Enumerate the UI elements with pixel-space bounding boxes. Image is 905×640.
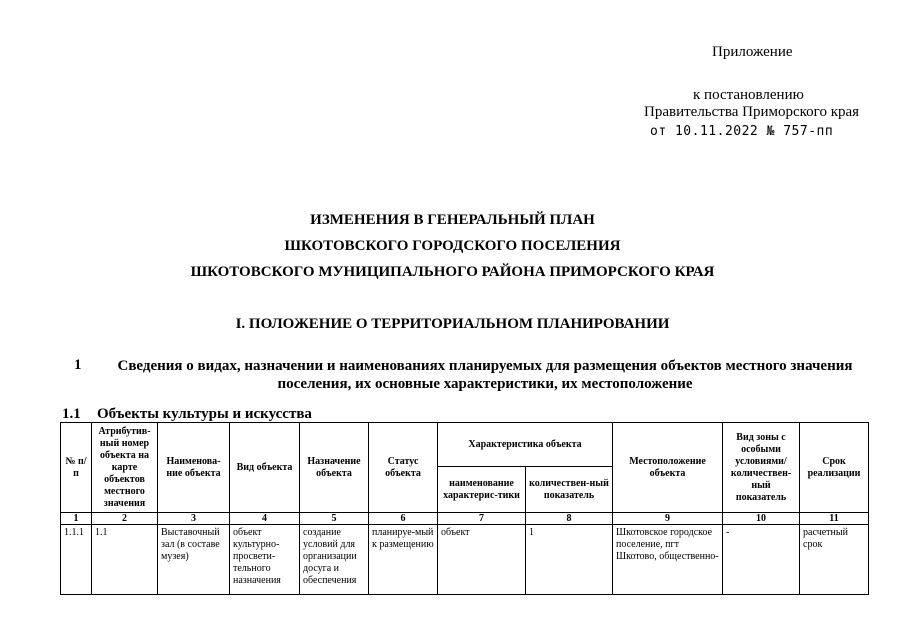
header-attr-number: Атрибутив-ный номер объекта на карте объектов местного значения	[92, 423, 158, 513]
header-num: № п/п	[61, 423, 92, 513]
header-status: Статус объекта	[369, 423, 438, 513]
cell-location: Шкотовское городское поселение, пгт Шкотово, общественно-	[613, 525, 723, 595]
cell-type: объект культурно-просвети-тельного назначения	[230, 525, 300, 595]
subsection-number: 1	[74, 357, 82, 373]
government-label: Правительства Приморского края	[644, 104, 860, 120]
appendix-label: Приложение	[712, 44, 793, 60]
cell-attr: 1.1	[92, 525, 158, 595]
section-heading: I. ПОЛОЖЕНИЕ О ТЕРРИТОРИАЛЬНОМ ПЛАНИРОВАНИИ	[235, 316, 670, 332]
header-purpose: Назначение объекта	[300, 423, 369, 513]
header-char-qty: количествен-ный показатель	[526, 467, 613, 513]
subsection2-heading: Объекты культуры и искусства	[97, 406, 312, 422]
cell-num: 1.1.1	[61, 525, 92, 595]
document-title-line-2: ШКОТОВСКОГО ГОРОДСКОГО ПОСЕЛЕНИЯ	[284, 238, 621, 254]
header-characteristic: Характеристика объекта	[438, 423, 613, 467]
col-number: 3	[158, 513, 230, 525]
col-number: 9	[613, 513, 723, 525]
header-char-name: наименование характерис-тики	[438, 467, 526, 513]
header-location: Местоположение объекта	[613, 423, 723, 513]
col-number: 10	[723, 513, 800, 525]
subsection-heading: Сведения о видах, назначении и наименованиях планируемых для размещения объектов местного значения поселения, их основные характеристики, их местоположение	[117, 358, 853, 392]
cell-purpose: создание условий для организации досуга и обеспечения	[300, 525, 369, 595]
cell-char-name: объект	[438, 525, 526, 595]
col-number: 5	[300, 513, 369, 525]
cell-term: расчетный срок	[800, 525, 869, 595]
header-term: Срок реализации	[800, 423, 869, 513]
cell-char-qty: 1	[526, 525, 613, 595]
header-type: Вид объекта	[230, 423, 300, 513]
col-number: 6	[369, 513, 438, 525]
document-title-line-3: ШКОТОВСКОГО МУНИЦИПАЛЬНОГО РАЙОНА ПРИМОРСКОГО КРАЯ	[190, 264, 715, 280]
objects-table	[60, 422, 869, 595]
col-number: 4	[230, 513, 300, 525]
subsection2-number: 1.1	[62, 406, 81, 422]
cell-status: планируе-мый к размещению	[369, 525, 438, 595]
col-number: 7	[438, 513, 526, 525]
cell-name: Выставочный зал (в составе музея)	[158, 525, 230, 595]
cell-zone: -	[723, 525, 800, 595]
header-zone: Вид зоны с особыми условиями/ количествен-ный показатель	[723, 423, 800, 513]
resolution-label: к постановлению	[693, 87, 804, 103]
resolution-date-number: от 10.11.2022 № 757-пп	[650, 124, 834, 139]
column-number-row	[61, 513, 869, 525]
col-number: 8	[526, 513, 613, 525]
col-number: 11	[800, 513, 869, 525]
header-name: Наименова-ние объекта	[158, 423, 230, 513]
col-number: 2	[92, 513, 158, 525]
document-title-line-1: ИЗМЕНЕНИЯ В ГЕНЕРАЛЬНЫЙ ПЛАН	[310, 212, 595, 228]
table-header-row	[61, 423, 869, 467]
col-number: 1	[61, 513, 92, 525]
table-row	[61, 525, 869, 595]
